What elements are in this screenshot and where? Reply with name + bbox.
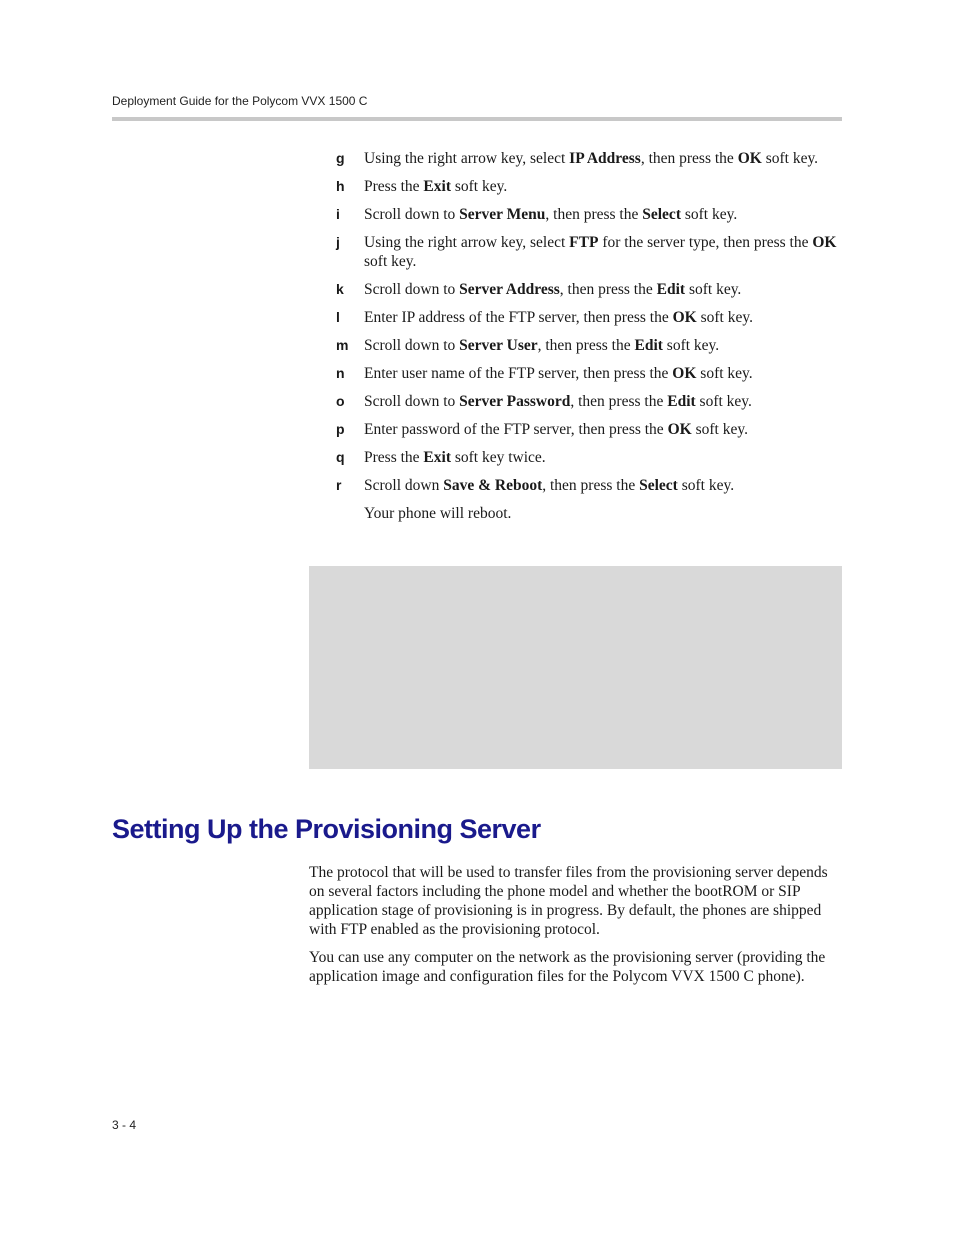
step-text — [364, 477, 734, 494]
step-text-fragment: soft key. — [685, 281, 742, 298]
step-text-fragment: , then press the — [545, 206, 643, 223]
step-letter: r — [336, 477, 342, 493]
step-text — [364, 337, 719, 354]
step-text-fragment: soft key. — [677, 477, 735, 494]
step-text-fragment: Scroll down to — [364, 281, 460, 298]
step-text-fragment: Using the right arrow key, select — [364, 234, 570, 251]
step-text — [364, 421, 748, 438]
section-body — [309, 863, 842, 995]
step-keyword: FTP — [569, 234, 599, 251]
step-text — [364, 449, 546, 466]
step-keyword: Edit — [656, 281, 686, 298]
step-keyword: OK — [672, 309, 697, 326]
step-text — [364, 281, 741, 298]
step-text-fragment: Enter password of the FTP server, then press the — [364, 421, 668, 438]
step-text-fragment: Scroll down to — [364, 206, 460, 223]
step-text-fragment: soft key. — [695, 393, 752, 410]
step-item — [336, 280, 842, 299]
step-text-fragment: Press the — [364, 178, 424, 195]
step-text-fragment: , then press the — [559, 281, 657, 298]
step-text-fragment: soft key. — [696, 365, 753, 382]
step-text-fragment: , then press the — [542, 477, 640, 494]
paragraph: You can use any computer on the network as the provisioning server (providing the application image and configuration files for the Polycom VVX 1500 C phone). — [309, 949, 826, 985]
step-text — [364, 234, 837, 270]
step-text-fragment: soft key twice. — [450, 449, 546, 466]
step-item — [336, 177, 842, 196]
step-text-fragment: , then press the — [640, 150, 738, 167]
step-keyword: OK — [812, 234, 837, 251]
step-text-fragment: soft key. — [364, 253, 417, 270]
step-keyword: Server Address — [459, 281, 560, 298]
step-text-fragment: Enter IP address of the FTP server, then press the — [364, 309, 673, 326]
step-text-fragment: Enter user name of the FTP server, then press the — [364, 365, 673, 382]
step-text-fragment: Press the — [364, 449, 424, 466]
step-keyword: IP Address — [569, 150, 641, 167]
step-keyword: Exit — [423, 449, 451, 466]
step-text — [364, 178, 507, 195]
page-number: 3 - 4 — [112, 1118, 137, 1132]
step-result: Your phone will reboot. — [364, 505, 512, 522]
step-keyword: Exit — [423, 178, 451, 195]
step-item — [336, 392, 842, 411]
step-text-fragment: , then press the — [570, 393, 668, 410]
step-keyword: OK — [667, 421, 692, 438]
step-keyword: Save & Reboot — [443, 477, 543, 494]
step-item — [336, 336, 842, 355]
step-text — [364, 206, 737, 223]
step-text — [364, 150, 818, 167]
step-text-fragment: soft key. — [662, 337, 720, 354]
step-text — [364, 393, 752, 410]
step-letter: q — [336, 449, 345, 465]
step-list — [336, 149, 842, 523]
paragraph: The protocol that will be used to transfer files from the provisioning server depends on several factors including the phone model and whether the bootROM or SIP application stage of provisioning is in progress. By default, the phones are shipped with FTP enabled as the provisioning protocol. — [309, 864, 828, 938]
step-text-fragment: Using the right arrow key, select — [364, 150, 570, 167]
step-keyword: OK — [672, 365, 697, 382]
step-text-fragment: Scroll down — [364, 477, 444, 494]
step-text-fragment: soft key. — [696, 309, 753, 326]
step-letter: i — [336, 206, 340, 222]
step-item — [336, 364, 842, 383]
step-letter: j — [336, 234, 340, 250]
step-text-fragment: Scroll down to — [364, 393, 460, 410]
step-item — [336, 308, 842, 327]
step-item — [336, 233, 842, 271]
section-title: Setting Up the Provisioning Server — [112, 814, 541, 844]
step-text-fragment: soft key. — [761, 150, 819, 167]
step-item — [336, 420, 842, 439]
step-letter: k — [336, 281, 344, 297]
step-keyword: OK — [737, 150, 762, 167]
step-keyword: Select — [642, 206, 681, 223]
header-rule — [112, 117, 842, 121]
step-text-fragment: Scroll down to — [364, 337, 460, 354]
step-keyword: Server Password — [459, 393, 571, 410]
step-keyword: Edit — [634, 337, 663, 354]
step-item — [336, 476, 842, 495]
step-keyword: Server Menu — [459, 206, 546, 223]
step-letter: l — [336, 309, 340, 325]
image-placeholder-box — [309, 566, 842, 769]
step-text — [364, 309, 753, 326]
running-header: Deployment Guide for the Polycom VVX 1500 C — [112, 94, 368, 108]
step-item — [336, 205, 842, 224]
step-text-fragment: , then press the — [537, 337, 635, 354]
step-letter: o — [336, 393, 345, 409]
step-keyword: Edit — [667, 393, 696, 410]
step-letter: n — [336, 365, 345, 381]
step-text — [364, 365, 753, 382]
step-letter: p — [336, 421, 345, 437]
step-item — [336, 448, 842, 467]
step-letter: m — [336, 337, 349, 353]
step-letter: h — [336, 178, 345, 194]
step-keyword: Server User — [459, 337, 538, 354]
step-item — [336, 149, 842, 168]
steps-container — [336, 149, 842, 495]
step-text-fragment: soft key. — [680, 206, 738, 223]
step-text-fragment: soft key. — [691, 421, 748, 438]
step-letter: g — [336, 150, 345, 166]
step-keyword: Select — [639, 477, 678, 494]
step-text-fragment: soft key. — [450, 178, 508, 195]
step-text-fragment: for the server type, then press the — [598, 234, 813, 251]
